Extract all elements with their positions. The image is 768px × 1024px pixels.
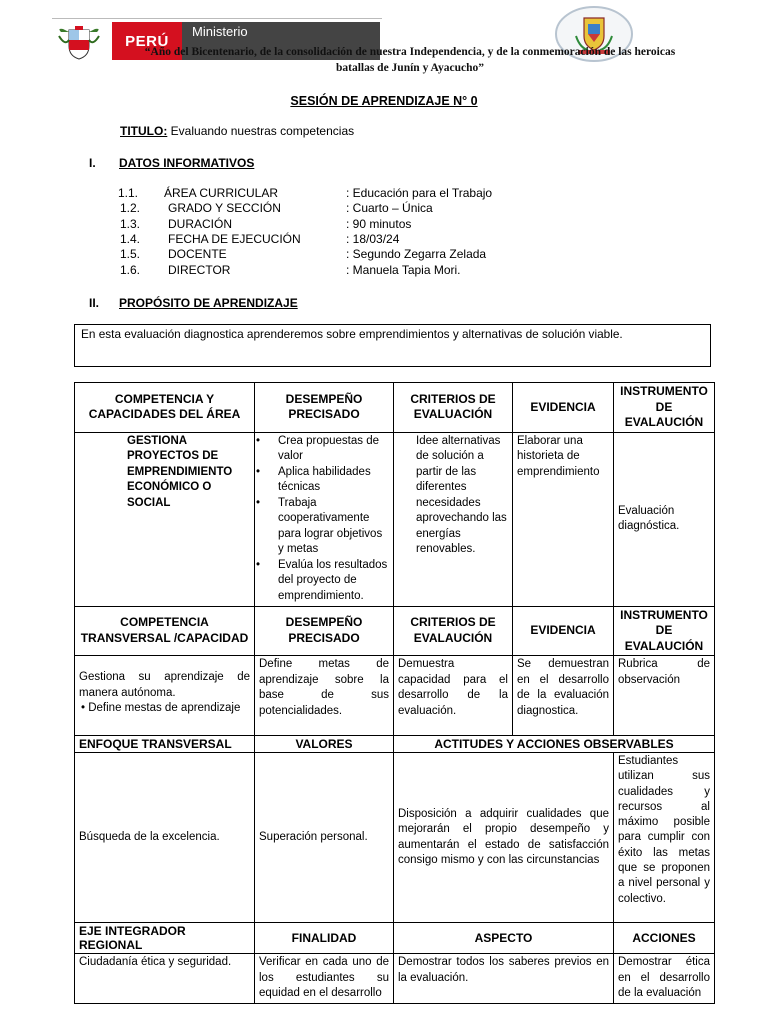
finalidad-cell: Verificar en cada uno de los estudiantes su equidad en el desarrollo	[255, 954, 394, 1004]
enfoque-cell: Búsqueda de la excelencia.	[75, 753, 255, 923]
criterios-cell: Idee alternativas de solución a partir de las diferentes necesidades aprovechando las energías renovables.	[394, 432, 513, 606]
list-item: • Aplica habilidades técnicas	[256, 465, 389, 496]
acciones-cell: Demostrar ética en el desarrollo de la evaluación	[614, 954, 715, 1004]
info-number: 1.6.	[120, 263, 141, 277]
year-motto-line1: “Año del Bicentenario, de la consolidación de nuestra Independencia, y de la conmemoración de las heroicas	[144, 46, 676, 58]
brand-country: PERÚ	[112, 22, 182, 60]
competencia-cell: GESTIONA PROYECTOS DE EMPRENDIMIENTO ECONÓMICO O SOCIAL	[75, 432, 255, 606]
info-key: GRADO Y SECCIÓN	[168, 201, 281, 215]
header-cell: DESEMPEÑO PRECISADO	[255, 606, 394, 656]
table-header-row	[75, 606, 715, 656]
evidencia-cell: Elaborar una historieta de emprendimiento	[513, 432, 614, 606]
info-key: DOCENTE	[168, 247, 227, 261]
header-rule	[52, 18, 382, 19]
list-item: • Crea propuestas de valor	[256, 434, 389, 465]
table-row	[75, 656, 715, 736]
info-value: : Cuarto – Única	[346, 201, 433, 215]
competencia-transversal-cell	[75, 656, 255, 736]
table-header-row	[75, 923, 715, 954]
info-key: ÁREA CURRICULAR	[164, 186, 279, 200]
table-header-row	[75, 736, 715, 753]
info-key: DURACIÓN	[168, 217, 233, 231]
header-cell: EJE INTEGRADOR REGIONAL	[75, 923, 255, 954]
section-datos-heading	[89, 156, 254, 170]
header-cell: COMPETENCIA TRANSVERSAL /CAPACIDAD	[75, 606, 255, 656]
instrumento-cell: Evaluación diagnóstica.	[614, 432, 715, 606]
competencia-text: Gestiona su aprendizaje de manera autónoma.	[79, 671, 250, 699]
section-title: PROPÓSITO DE APRENDIZAJE	[119, 296, 298, 310]
titulo-line	[120, 124, 354, 138]
acciones-cell: Estudiantes utilizan sus cualidades y recursos al máximo posible para cumplir con éxito las metas que se proponen a nivel personal y colectivo.	[614, 753, 715, 923]
header-cell: ACCIONES	[614, 923, 715, 954]
learning-session-table	[74, 382, 715, 1004]
purpose-box: En esta evaluación diagnostica aprenderemos sobre emprendimientos y alternativas de solución viable.	[74, 324, 711, 367]
header-cell: VALORES	[255, 736, 394, 753]
header-cell: ASPECTO	[394, 923, 614, 954]
section-title: DATOS INFORMATIVOS	[119, 156, 255, 170]
info-value: : Segundo Zegarra Zelada	[346, 247, 487, 261]
header-cell: EVIDENCIA	[513, 606, 614, 656]
list-item: • Trabaja cooperativamente para lograr objetivos y metas	[256, 496, 389, 558]
year-motto-line2: batallas de Junín y Ayacucho”	[335, 62, 485, 74]
info-number: 1.2.	[120, 201, 141, 215]
section-number: I.	[89, 156, 96, 170]
capacidad-item: • Define mestas de aprendizaje	[81, 702, 241, 714]
titulo-label: TITULO:	[120, 124, 168, 138]
desempeno-cell: Define metas de aprendizaje sobre la base de sus potencialidades.	[255, 656, 394, 736]
table-row	[75, 753, 715, 923]
capacidad-text: Define mestas de aprendizaje	[88, 702, 241, 714]
brand-ministry: Ministerio	[182, 22, 380, 60]
section-proposito-heading	[89, 296, 298, 310]
peru-coat-of-arms-icon	[55, 26, 103, 60]
table-header-row	[75, 383, 715, 433]
info-key: FECHA DE EJECUCIÓN	[168, 232, 301, 246]
header-cell: DESEMPEÑO PRECISADO	[255, 383, 394, 433]
header-cell: INSTRUMENTO DE EVALAUCIÓN	[614, 606, 715, 656]
info-value: : Educación para el Trabajo	[346, 186, 493, 200]
info-number: 1.3.	[120, 217, 141, 231]
header-cell: INSTRUMENTO DE EVALAUCIÓN	[614, 383, 715, 433]
info-value: : 90 minutos	[346, 217, 412, 231]
evidencia-cell: Se demuestran en el desarrollo de la evaluación diagnostica.	[513, 656, 614, 736]
desempeno-cell	[255, 432, 394, 606]
year-motto	[130, 44, 690, 76]
info-value: : 18/03/24	[346, 232, 400, 246]
eje-cell: Ciudadanía ética y seguridad.	[75, 954, 255, 1004]
session-title: SESIÓN DE APRENDIZAJE N° 0	[290, 94, 478, 108]
table-row	[75, 432, 715, 606]
table-row	[75, 954, 715, 1004]
header-cell: CRITERIOS DE EVALUACIÓN	[394, 383, 513, 433]
header-cell: EVIDENCIA	[513, 383, 614, 433]
header-cell: ACTITUDES Y ACCIONES OBSERVABLES	[394, 736, 715, 753]
criterios-cell: Demuestra capacidad para el desarrollo de la evaluación.	[394, 656, 513, 736]
list-item: • Evalúa los resultados del proyecto de emprendimiento.	[256, 558, 389, 605]
info-number: 1.5.	[120, 247, 141, 261]
header-cell: CRITERIOS DE EVALAUCIÓN	[394, 606, 513, 656]
titulo-value: Evaluando nuestras competencias	[170, 124, 355, 138]
info-key: DIRECTOR	[168, 263, 231, 277]
section-number: II.	[89, 296, 100, 310]
header-cell: FINALIDAD	[255, 923, 394, 954]
header-cell: ENFOQUE TRANSVERSAL	[75, 736, 255, 753]
aspecto-cell: Demostrar todos los saberes previos en la evaluación.	[394, 954, 614, 1004]
info-value: : Manuela Tapia Mori.	[346, 263, 461, 277]
info-number: 1.1.	[118, 186, 139, 200]
instrumento-cell: Rubrica de observación	[614, 656, 715, 736]
valor-cell: Superación personal.	[255, 753, 394, 923]
info-number: 1.4.	[120, 232, 141, 246]
actitud-cell: Disposición a adquirir cualidades que mejorarán el propio desempeño y aumentarán el estado de satisfacción consigo mismo y con las circunstancias	[394, 753, 614, 923]
header-cell: COMPETENCIA Y CAPACIDADES DEL ÁREA	[75, 383, 255, 433]
